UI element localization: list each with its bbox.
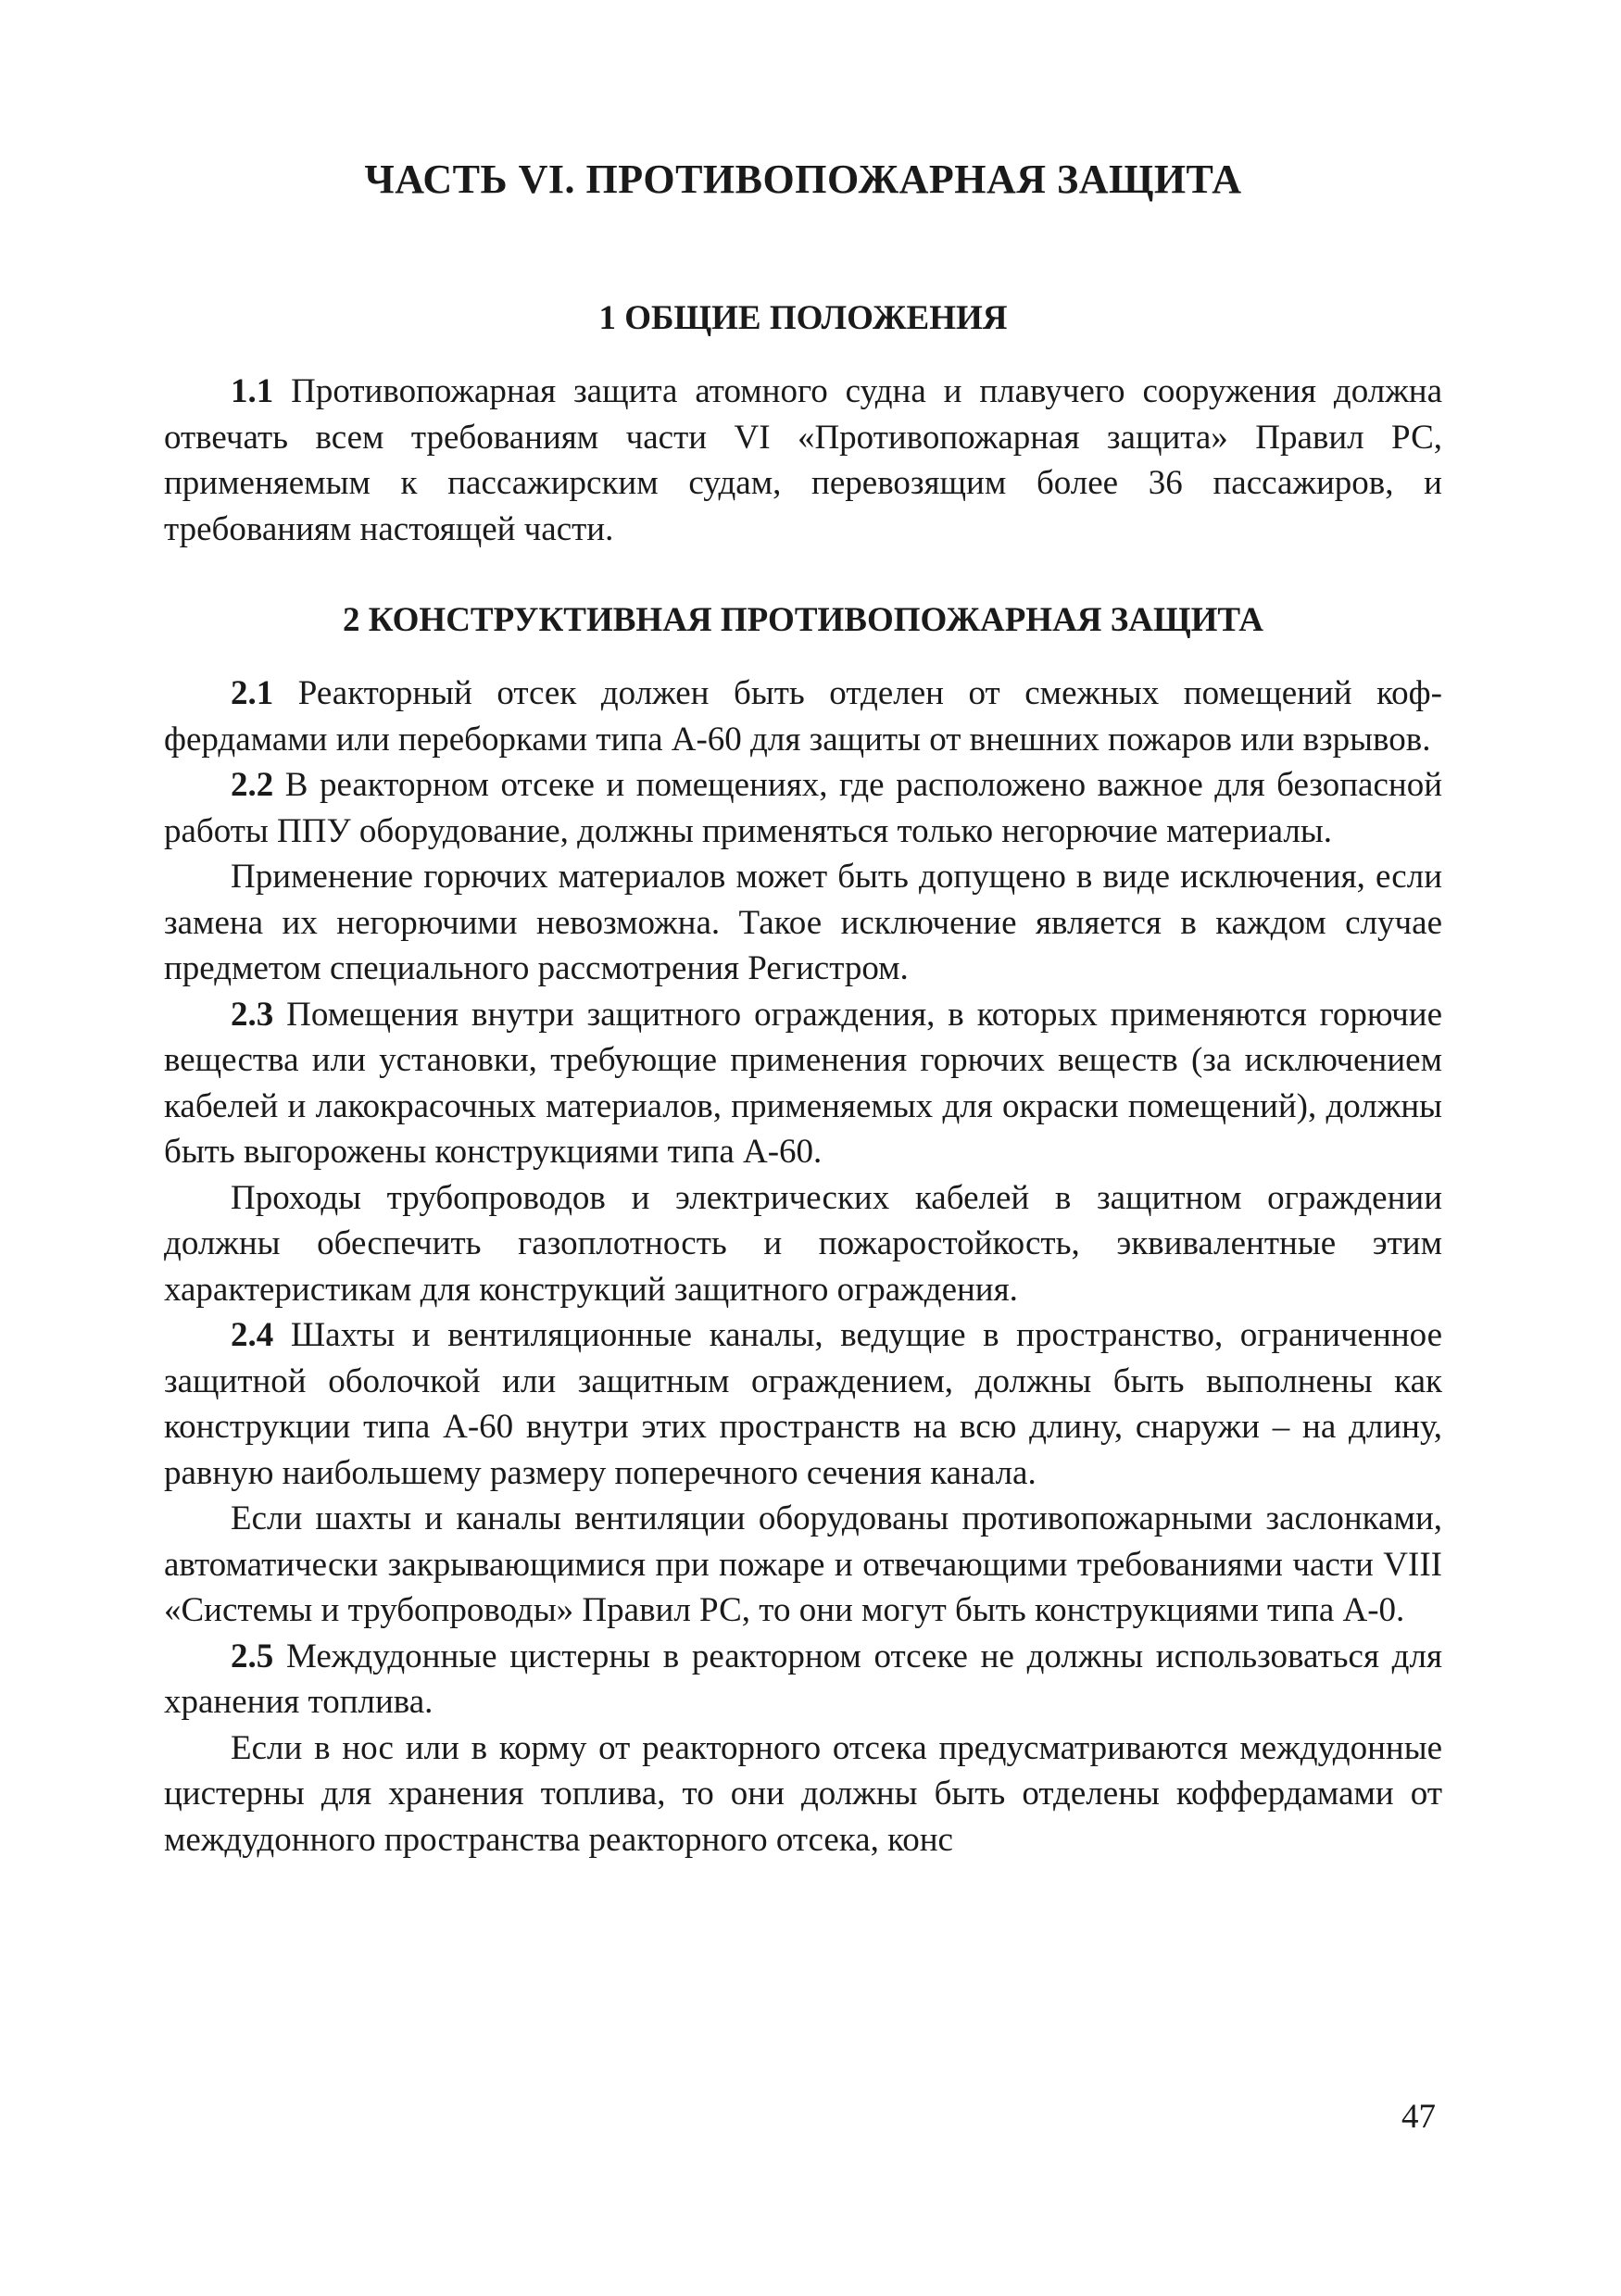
paragraph-2-4 [164,1312,1442,1496]
clause-number: 2.4 [231,1316,274,1354]
part-title: ЧАСТЬ VI. ПРОТИВОПОЖАРНАЯ ЗАЩИТА [364,157,1242,202]
paragraph-2-5 [164,1634,1442,1725]
paragraph-2-2 [164,762,1442,854]
paragraph-text: Шахты и вентиляционные каналы, ведущие в пространство, ограниченное защитной оболочкой или защитным ограждением, должны быть выполнены как конструкции типа А-60 внутри этих пространств на всю длину, снаружи – на длину, равную наибольшему размеру поперечного сечения канала. [164,1316,1442,1492]
paragraph-text: Применение горючих материалов может быть допущено в виде исключения, если замена их негорючими невозможна. Такое исключение является в каждом случае предметом специального рассмотрения Регистром. [164,858,1442,987]
paragraph-2-1 [164,671,1442,762]
clause-number: 2.5 [231,1637,274,1675]
section-title-structural-fire-protection: 2 КОНСТРУКТИВНАЯ ПРОТИВОПОЖАРНАЯ ЗАЩИТА [343,601,1263,639]
clause-number: 2.2 [231,766,274,804]
paragraph-text: Помещения внутри защитного ограждения, в которых применяются горючие вещества или установки, требующие применения горючих веществ (за исключением кабелей и лакокрасочных материалов, применяемых для окраски помещений), должны быть выгорожены конструкциями типа А-60. [164,995,1442,1171]
paragraph-2-2-continued [164,854,1442,992]
paragraph-text: Междудонные цистерны в реакторном отсеке не должны использоваться для хранения топлива. [164,1637,1442,1721]
section-title-general: 1 ОБЩИЕ ПОЛОЖЕНИЯ [598,299,1008,337]
paragraph-text: Проходы трубопроводов и электрических кабелей в защитном ограждении должны обеспечить газоплотность и пожаростойкость, эквивалентные этим характеристикам для конструкций защитного ограждения. [164,1178,1442,1309]
page-number: 47 [1401,2098,1436,2136]
paragraph-2-4-continued [164,1496,1442,1634]
clause-number: 2.1 [231,674,274,712]
paragraph-text: Противопожарная защита атомного судна и плавучего сооружения должна отвечать всем требованиям части VI «Противопожарная защита» Правил РС, применяемым к пассажирским судам, перевозящим более 36 пассажиров, и требованиям настоящей части. [164,372,1442,548]
paragraph-1-1 [164,369,1442,552]
paragraph-text: В реакторном отсеке и помещениях, где расположено важное для безопасной работы ППУ оборудование, должны применяться только негорючие материалы. [164,766,1442,850]
clause-number: 2.3 [231,995,274,1034]
paragraph-2-3 [164,992,1442,1175]
clause-number: 1.1 [231,372,274,410]
paragraph-2-3-continued [164,1175,1442,1313]
paragraph-text: Реакторный отсек должен быть отделен от смежных помещений коффердамами или переборками типа А-60 для защиты от внешних пожаров или взрывов. [164,674,1442,759]
paragraph-2-5-continued [164,1725,1442,1863]
document-page [164,139,1442,1863]
paragraph-text: Если в нос или в корму от реакторного отсека предусматриваются междудонные цистерны для хранения топлива, то они должны быть отделены коффердамами от междудонного пространства реакторного отсека, конс [164,1728,1442,1859]
paragraph-text: Если шахты и каналы вентиляции оборудованы противопожарными заслонками, автоматически закрывающимися при пожаре и отвечающими требованиями части VIII «Системы и трубопроводы» Правил РС, то они могут быть конструкциями типа А-0. [164,1499,1442,1629]
